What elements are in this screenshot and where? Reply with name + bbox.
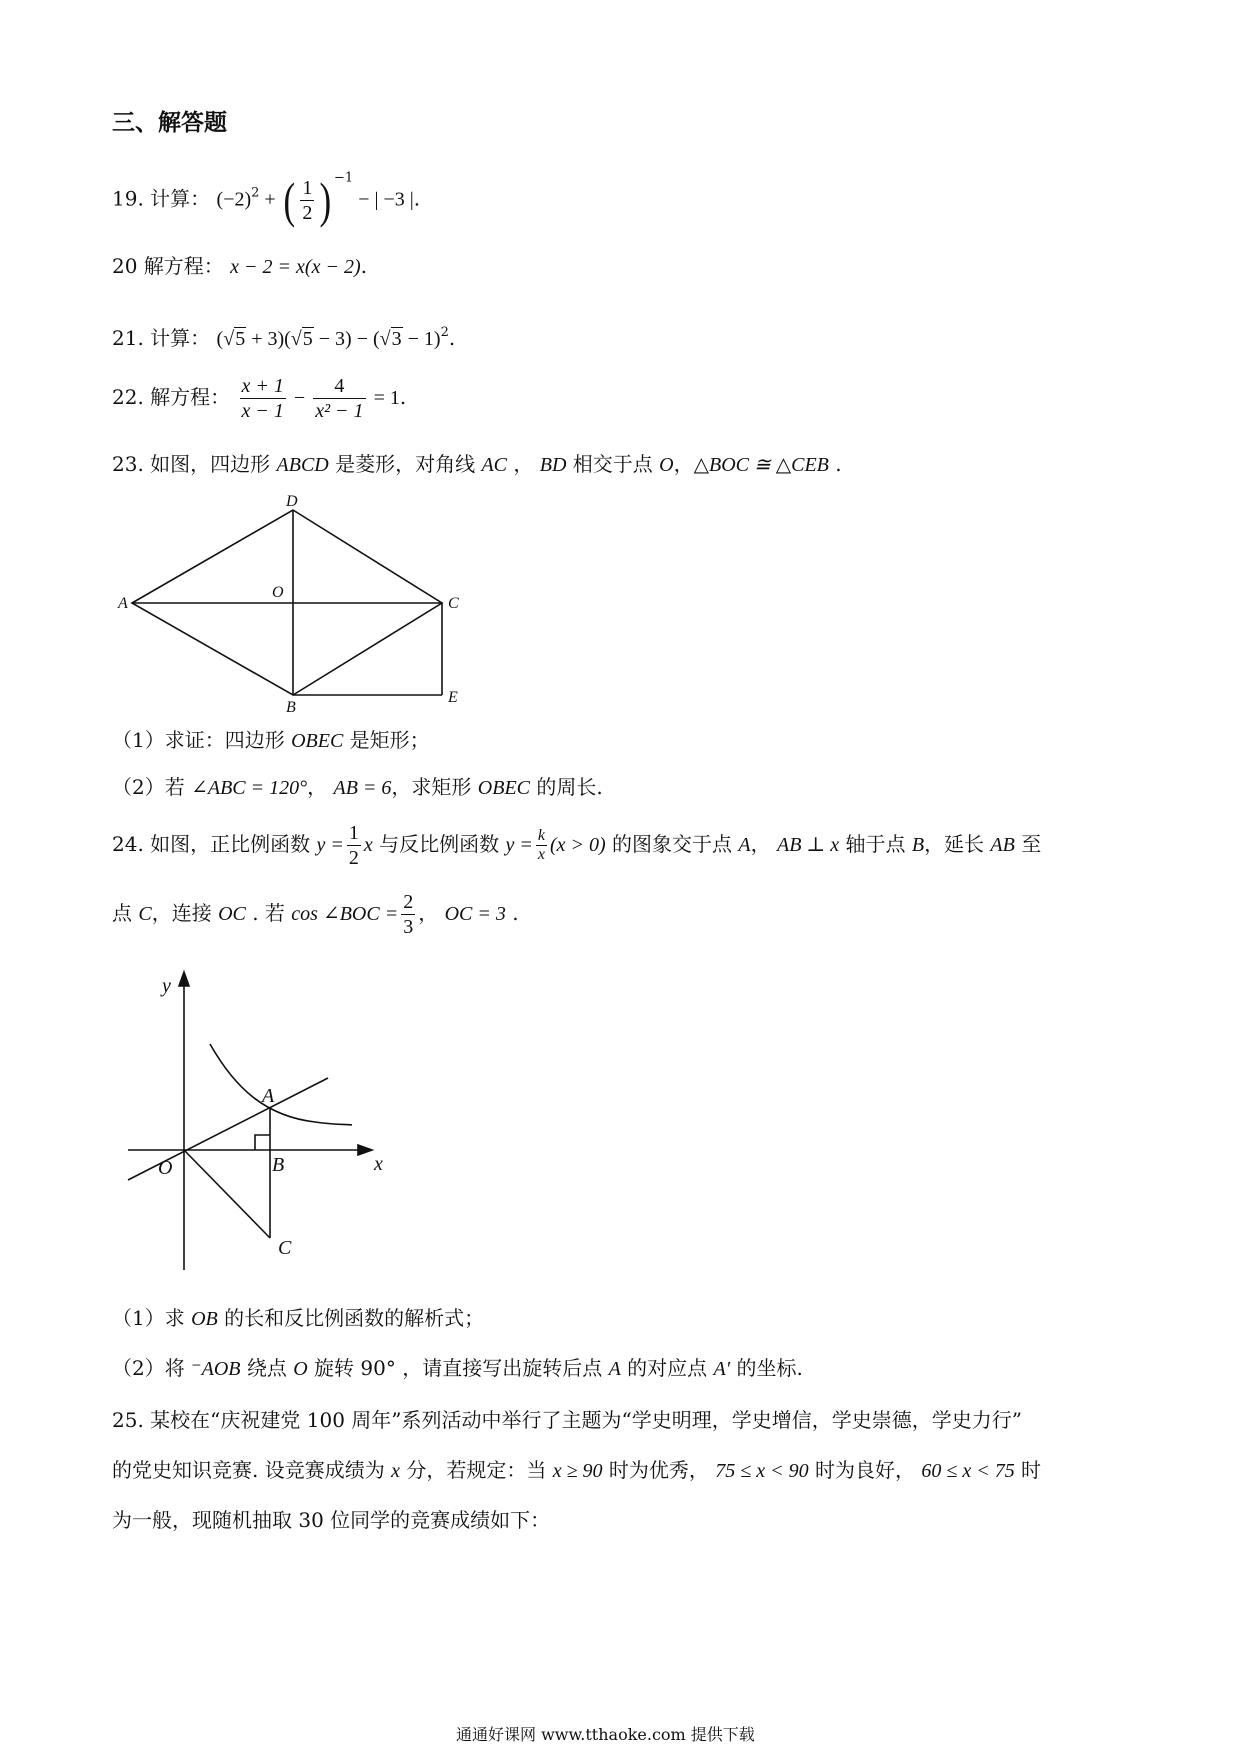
q21-sqrt5-b: √5 (290, 328, 313, 350)
q22-fraction-1 (240, 374, 286, 423)
q24-p2-text-d: 的对应点 (620, 1356, 714, 1380)
q23-part-2 (112, 773, 603, 802)
q24-p2-aob: ⁻AOB (191, 1358, 241, 1380)
q22-frac1-num: x + 1 (241, 375, 284, 397)
q22-end: . (399, 385, 407, 409)
q21-p1: ( (216, 328, 224, 350)
q24-text-d: ， (750, 832, 777, 856)
q25-line-1: 25. 某校在“庆祝建党 100 周年”系列活动中举行了主题为“学史明理，学史增信，学史崇德，学史力行” (112, 1408, 1022, 1432)
segment-oc (184, 1150, 270, 1238)
function-graph-figure (110, 968, 410, 1278)
q19-prefix: 19. 计算： (112, 186, 211, 211)
q23-p1-text-a: （1）求证：四边形 (112, 728, 292, 752)
question-21 (112, 324, 455, 353)
q23-p2-angle: ∠ABC = 120° (191, 777, 308, 799)
q24-x1: x (363, 834, 373, 856)
q23-p1-text-b: 是矩形； (343, 728, 430, 752)
hyperbola-curve (210, 1044, 352, 1125)
q19-right-paren: ) (319, 172, 332, 228)
q22-prefix: 22. 解方程： (112, 385, 231, 409)
label-point-c: C (278, 1237, 292, 1259)
q23-bd: BD (539, 454, 567, 476)
q24-text-a: 24. 如图，正比例函数 (112, 832, 317, 856)
q23-p2-ab: AB = 6 (333, 777, 392, 799)
q22-frac1-den: x − 1 (241, 400, 284, 422)
q24-text-g: 至 (1014, 832, 1042, 856)
q23-ac: AC (481, 454, 508, 476)
q24-p1-ob: OB (191, 1308, 218, 1330)
q21-sqrt3: √3 (379, 328, 402, 350)
q21-sqrt5-a: √5 (223, 328, 246, 350)
q24-p1-text-a: （1）求 (112, 1306, 192, 1330)
q23-text-c: ， (507, 452, 540, 476)
q22-minus: − (288, 387, 311, 409)
q24-text-c: 的图象交于点 (605, 832, 739, 856)
q24-p2-point-a-prime: A′ (713, 1358, 731, 1380)
q24-l2-text-b: ，连接 (151, 901, 219, 925)
q21-p3: − 3) − ( (313, 328, 380, 350)
question-19 (112, 170, 420, 230)
q22-fraction-2 (313, 374, 365, 423)
q24-fraction-2 (536, 827, 547, 864)
label-point-b: B (272, 1154, 285, 1176)
q21-end: . (448, 326, 456, 350)
q19-plus: + (259, 188, 281, 211)
q24-p2-o: O (293, 1358, 308, 1380)
q24-condition: (x > 0) (550, 834, 606, 856)
q24-frac1-den: 2 (348, 847, 359, 869)
question-22 (112, 374, 406, 423)
q20-equation: x − 2 = x(x − 2) (230, 256, 361, 278)
q24-l2-text-e: . (505, 901, 519, 925)
q24-line-1 (112, 821, 1041, 870)
q24-y2: y = (505, 834, 533, 856)
q23-text-d: 相交于点 (566, 452, 660, 476)
q24-ab: AB (990, 834, 1015, 856)
q24-frac3-den: 3 (403, 916, 414, 938)
q24-oc: OC (218, 903, 246, 925)
q24-frac1-num: 1 (348, 822, 359, 844)
q24-fraction-1 (347, 821, 361, 870)
q23-text-b: 是菱形，对角线 (328, 452, 482, 476)
q19-end: . (413, 186, 421, 211)
q24-l2-text-a: 点 (112, 901, 139, 925)
q24-part-2 (112, 1354, 803, 1383)
q23-p2-text-a: （2）若 (112, 775, 192, 799)
q24-p2-text-e: 的坐标. (730, 1356, 803, 1380)
q24-line-2 (112, 890, 519, 939)
q24-p2-point-a: A (608, 1358, 621, 1380)
q25-text-a: 的党史知识竞赛. 设竞赛成绩为 (112, 1458, 392, 1482)
q20-prefix: 20 解方程： (112, 254, 224, 278)
q23-p2-text-d: 的周长. (530, 775, 603, 799)
q22-equals: = 1 (368, 387, 400, 409)
q24-point-c: C (138, 903, 152, 925)
q25-line-2 (112, 1456, 1041, 1485)
q24-fraction-3 (401, 890, 415, 939)
q23-p2-text-c: ，求矩形 (391, 775, 478, 799)
q24-frac2-den: x (537, 846, 545, 863)
q24-y1: y = (316, 834, 344, 856)
label-b: B (286, 699, 296, 712)
q24-p1-text-b: 的长和反比例函数的解析式； (217, 1306, 485, 1330)
q19-left-paren: ( (283, 172, 295, 228)
question-20 (112, 252, 367, 281)
label-e: E (448, 689, 458, 706)
label-y-axis: y (162, 975, 171, 997)
q21-prefix: 21. 计算： (112, 326, 211, 350)
label-origin: O (158, 1157, 173, 1179)
label-point-a: A (262, 1085, 275, 1107)
q24-text-e: 轴于点 (839, 832, 912, 856)
q25-condition-average: 60 ≤ x < 75 (921, 1460, 1015, 1482)
x-axis-arrow (358, 1145, 372, 1155)
rhombus-figure (110, 490, 480, 712)
q23-text-e: ， (673, 452, 694, 476)
section-title: 三、解答题 (112, 109, 227, 136)
q21-radicand-3: 3 (391, 328, 402, 350)
q25-text-c: 时为优秀， (602, 1458, 716, 1482)
label-a: A (118, 595, 128, 612)
q24-p2-text-a: （2）将 (112, 1356, 192, 1380)
q23-text-f: . (828, 452, 842, 476)
q23-part-1 (112, 726, 430, 755)
label-o: O (272, 584, 284, 601)
right-angle-mark (255, 1135, 270, 1150)
q24-perp: AB ⊥ x (777, 834, 840, 856)
q23-abcd: ABCD (276, 454, 329, 476)
label-x-axis: x (374, 1153, 383, 1175)
q23-text-a: 23. 如图，四边形 (112, 452, 277, 476)
q25-text-e: 时 (1014, 1458, 1042, 1482)
label-c: C (448, 595, 459, 612)
q24-frac3-num: 2 (403, 891, 414, 913)
q24-l2-text-d: ， (418, 901, 445, 925)
q22-frac2-den: x² − 1 (315, 400, 364, 422)
q19-frac-num: 1 (302, 176, 313, 199)
q25-text-b: 分，若规定：当 (399, 1458, 553, 1482)
q20-end: . (360, 254, 367, 278)
q19-exp-neg1: −1 (334, 170, 354, 186)
q21-radicand-2: 5 (302, 328, 313, 350)
q24-point-a: A (738, 834, 751, 856)
q23-p2-text-b: ， (307, 775, 334, 799)
page-footer: 通通好课网 www.tthaoke.com 提供下载 (456, 1725, 755, 1744)
q19-exp2: 2 (251, 185, 260, 201)
q19-base: (−2) (216, 188, 252, 211)
y-axis-arrow (179, 972, 189, 986)
q22-frac2-num: 4 (334, 375, 345, 397)
q24-text-b: 与反比例函数 (372, 832, 506, 856)
q24-text-f: ，延长 (924, 832, 991, 856)
q21-exp2: 2 (440, 325, 449, 340)
q25-line-3: 为一般，现随机抽取 30 位同学的竞赛成绩如下： (112, 1508, 551, 1532)
q24-cos: cos ∠BOC = (291, 903, 399, 925)
q21-p4: − 1) (402, 328, 441, 350)
q24-part-1 (112, 1304, 484, 1333)
q23-o: O (659, 454, 674, 476)
q19-frac-den: 2 (302, 201, 313, 224)
q24-p2-text-b: 绕点 (240, 1356, 294, 1380)
q21-radicand-1: 5 (235, 328, 246, 350)
q19-tail: − | −3 | (353, 188, 414, 211)
q24-p2-text-c: 旋转 90° ，请直接写出旋转后点 (307, 1356, 609, 1380)
question-23-stem (112, 450, 842, 479)
label-d: D (286, 493, 298, 510)
q23-congruence: △BOC ≅ △CEB (693, 454, 829, 476)
q19-fraction (300, 176, 314, 225)
q23-p2-obec: OBEC (477, 777, 530, 799)
q25-text-d: 时为良好， (808, 1458, 922, 1482)
q24-frac2-num: k (537, 827, 545, 844)
q23-p1-obec: OBEC (291, 730, 344, 752)
q24-point-b: B (911, 834, 925, 856)
q24-oc-value: OC = 3 (444, 903, 506, 925)
q21-p2: + 3)( (246, 328, 291, 350)
q24-l2-text-c: . 若 (245, 901, 292, 925)
q25-condition-good: 75 ≤ x < 90 (715, 1460, 809, 1482)
q25-x: x (391, 1460, 400, 1482)
q25-condition-excellent: x ≥ 90 (552, 1460, 603, 1482)
